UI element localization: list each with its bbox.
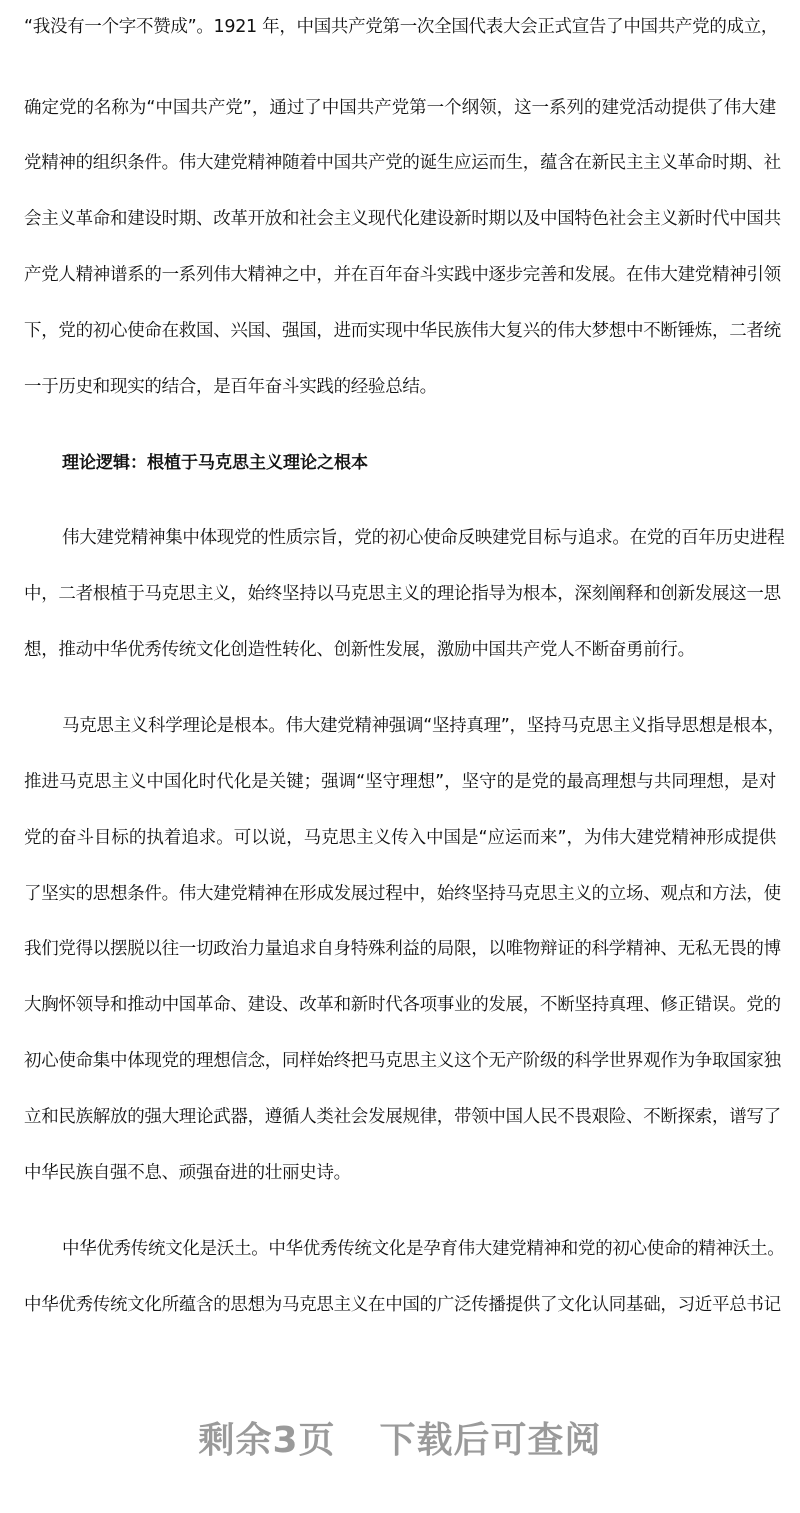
text-line: 想，推动中华优秀传统文化创造性转化、创新性发展，激励中国共产党人不断奋勇前行。 xyxy=(24,640,695,660)
text-line: 中华优秀传统文化是沃土。中华优秀传统文化是孕育伟大建党精神和党的初心使命的精神沃土。 xyxy=(62,1239,785,1259)
text-line: 伟大建党精神集中体现党的性质宗旨，党的初心使命反映建党目标与追求。在党的百年历史进程 xyxy=(62,528,785,548)
text-line: 马克思主义科学理论是根本。伟大建党精神强调“坚持真理”，坚持马克思主义指导思想是根本， xyxy=(62,716,785,736)
text-line: 初心使命集中体现党的理想信念，同样始终把马克思主义这个无产阶级的科学世界观作为争取国家独 xyxy=(24,1051,781,1071)
download-to-view-label[interactable]: 下载后可查阅 xyxy=(379,1420,602,1461)
text-line: 推进马克思主义中国化时代化是关键；强调“坚守理想”，坚守的是党的最高理想与共同理想，是对 xyxy=(24,772,776,792)
text-line: 中华优秀传统文化所蕴含的思想为马克思主义在中国的广泛传播提供了文化认同基础，习近平总书记 xyxy=(24,1295,781,1315)
text-line: 我们党得以摆脱以往一切政治力量追求自身特殊利益的局限，以唯物辩证的科学精神、无私无畏的博 xyxy=(24,939,781,959)
text-line: 大胸怀领导和推动中国革命、建设、改革和新时代各项事业的发展，不断坚持真理、修正错误。党的 xyxy=(24,995,781,1015)
text-line: 下，党的初心使命在救国、兴国、强国，进而实现中华民族伟大复兴的伟大梦想中不断锤炼，二者统 xyxy=(24,321,781,341)
section-heading: 理论逻辑：根植于马克思主义理论之根本 xyxy=(62,453,368,473)
text-line: 中华民族自强不息、顽强奋进的壮丽史诗。 xyxy=(24,1163,351,1183)
text-line: 确定党的名称为“中国共产党”，通过了中国共产党第一个纲领，这一系列的建党活动提供了伟大建 xyxy=(24,98,776,118)
text-line: 党精神的组织条件。伟大建党精神随着中国共产党的诞生应运而生，蕴含在新民主主义革命时期、社 xyxy=(24,153,781,173)
text-line: 会主义革命和建设时期、改革开放和社会主义现代化建设新时期以及中国特色社会主义新时代中国共 xyxy=(24,209,781,229)
text-line: “我没有一个字不赞成”。1921 年，中国共产党第一次全国代表大会正式宣告了中国共产党的成立， xyxy=(24,17,779,37)
text-line: 产党人精神谱系的一系列伟大精神之中，并在百年奋斗实践中逐步完善和发展。在伟大建党精神引领 xyxy=(24,265,781,285)
text-line: 党的奋斗目标的执着追求。可以说，马克思主义传入中国是“应运而来”，为伟大建党精神形成提供 xyxy=(24,828,776,848)
text-line: 立和民族解放的强大理论武器，遵循人类社会发展规律，带领中国人民不畏艰险、不断探索，谱写了 xyxy=(24,1107,781,1127)
remaining-pages-label: 剩余3页 xyxy=(198,1420,336,1461)
download-prompt[interactable] xyxy=(0,1412,800,1463)
text-line: 了坚实的思想条件。伟大建党精神在形成发展过程中，始终坚持马克思主义的立场、观点和方法，使 xyxy=(24,884,781,904)
text-line: 一于历史和现实的结合，是百年奋斗实践的经验总结。 xyxy=(24,377,437,397)
text-line: 中，二者根植于马克思主义，始终坚持以马克思主义的理论指导为根本，深刻阐释和创新发展这一思 xyxy=(24,584,781,604)
